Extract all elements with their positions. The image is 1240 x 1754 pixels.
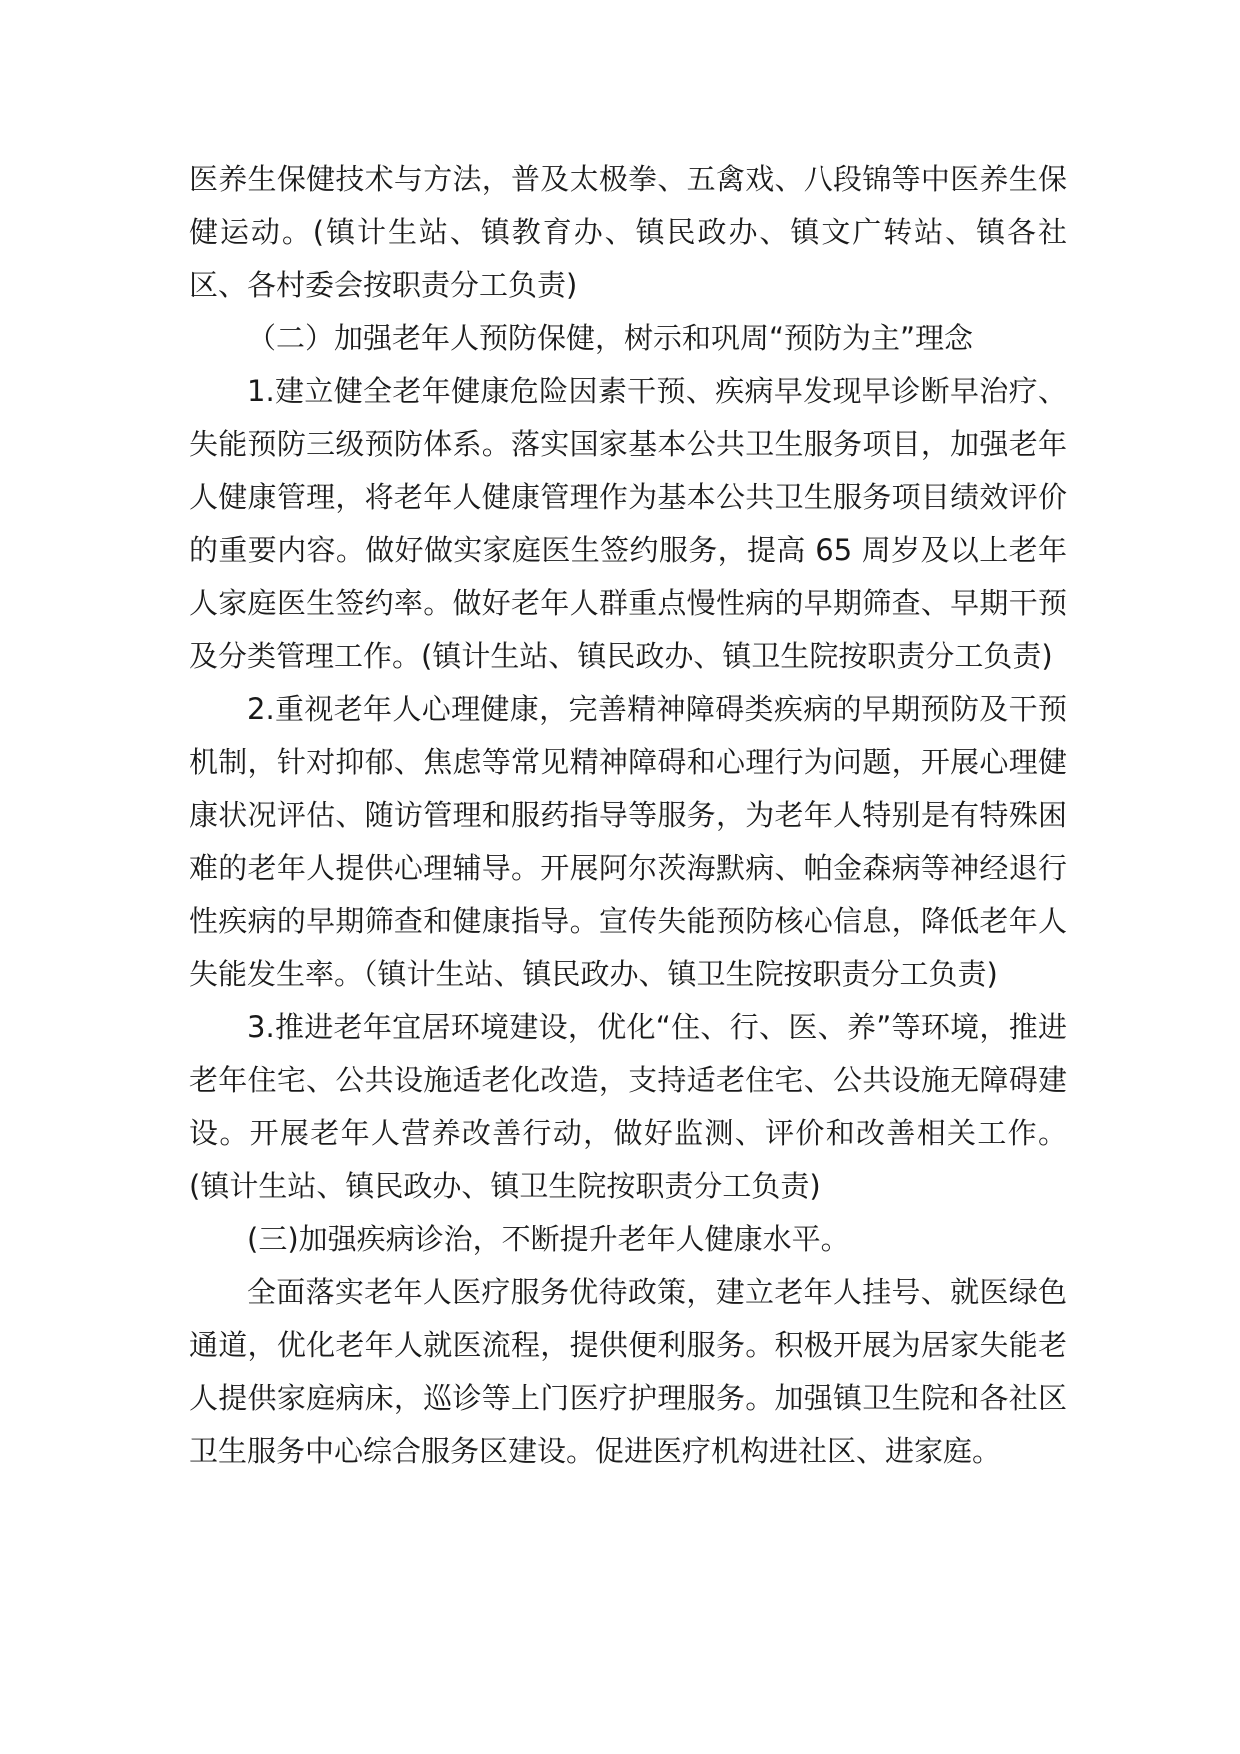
paragraph-item-2: 2.重视老年人心理健康，完善精神障碍类疾病的早期预防及干预机制，针对抑郁、焦虑等常见精神障碍和心理行为问题，开展心理健康状况评估、随访管理和服药指导等服务，为老年人特别是有特殊困难的老年人提供心理辅导。开展阿尔茨海默病、帕金森病等神经退行性疾病的早期筛查和健康指导。宣传失能预防核心信息，降低老年人失能发生率。（镇计生站、镇民政办、镇卫生院按职责分工负责) — [189, 692, 1067, 991]
section-heading-3: (三)加强疾病诊治，不断提升老年人健康水平。 — [247, 1222, 850, 1256]
paragraph-continuation: 医养生保健技术与方法，普及太极拳、五禽戏、八段锦等中医养生保健运动。(镇计生站、镇教育办、镇民政办、镇文广转站、镇各社区、各村委会按职责分工负责) — [189, 162, 1067, 302]
paragraph-item-1: 1.建立健全老年健康危险因素干预、疾病早发现早诊断早治疗、失能预防三级预防体系。落实国家基本公共卫生服务项目，加强老年人健康管理，将老年人健康管理作为基本公共卫生服务项目绩效评价的重要内容。做好做实家庭医生签约服务，提高 65 周岁及以上老年人家庭医生签约率。做好老年人群重点慢性病的早期筛查、早期干预及分类管理工作。(镇计生站、镇民政办、镇卫生院按职责分工负责) — [189, 374, 1067, 673]
paragraph-body: 全面落实老年人医疗服务优待政策，建立老年人挂号、就医绿色通道，优化老年人就医流程，提供便利服务。积极开展为居家失能老人提供家庭病床，巡诊等上门医疗护理服务。加强镇卫生院和各社区卫生服务中心综合服务区建设。促进医疗机构进社区、进家庭。 — [189, 1275, 1067, 1468]
section-heading-2: （二）加强老年人预防保健，树示和巩周“预防为主”理念 — [247, 321, 974, 355]
paragraph-item-3: 3.推进老年宜居环境建设，优化“住、行、医、养”等环境，推进老年住宅、公共设施适老化改造，支持适老住宅、公共设施无障碍建设。开展老年人营养改善行动，做好监测、评价和改善相关工作。(镇计生站、镇民政办、镇卫生院按职责分工负责) — [189, 1010, 1067, 1203]
document-body — [189, 153, 1067, 1478]
